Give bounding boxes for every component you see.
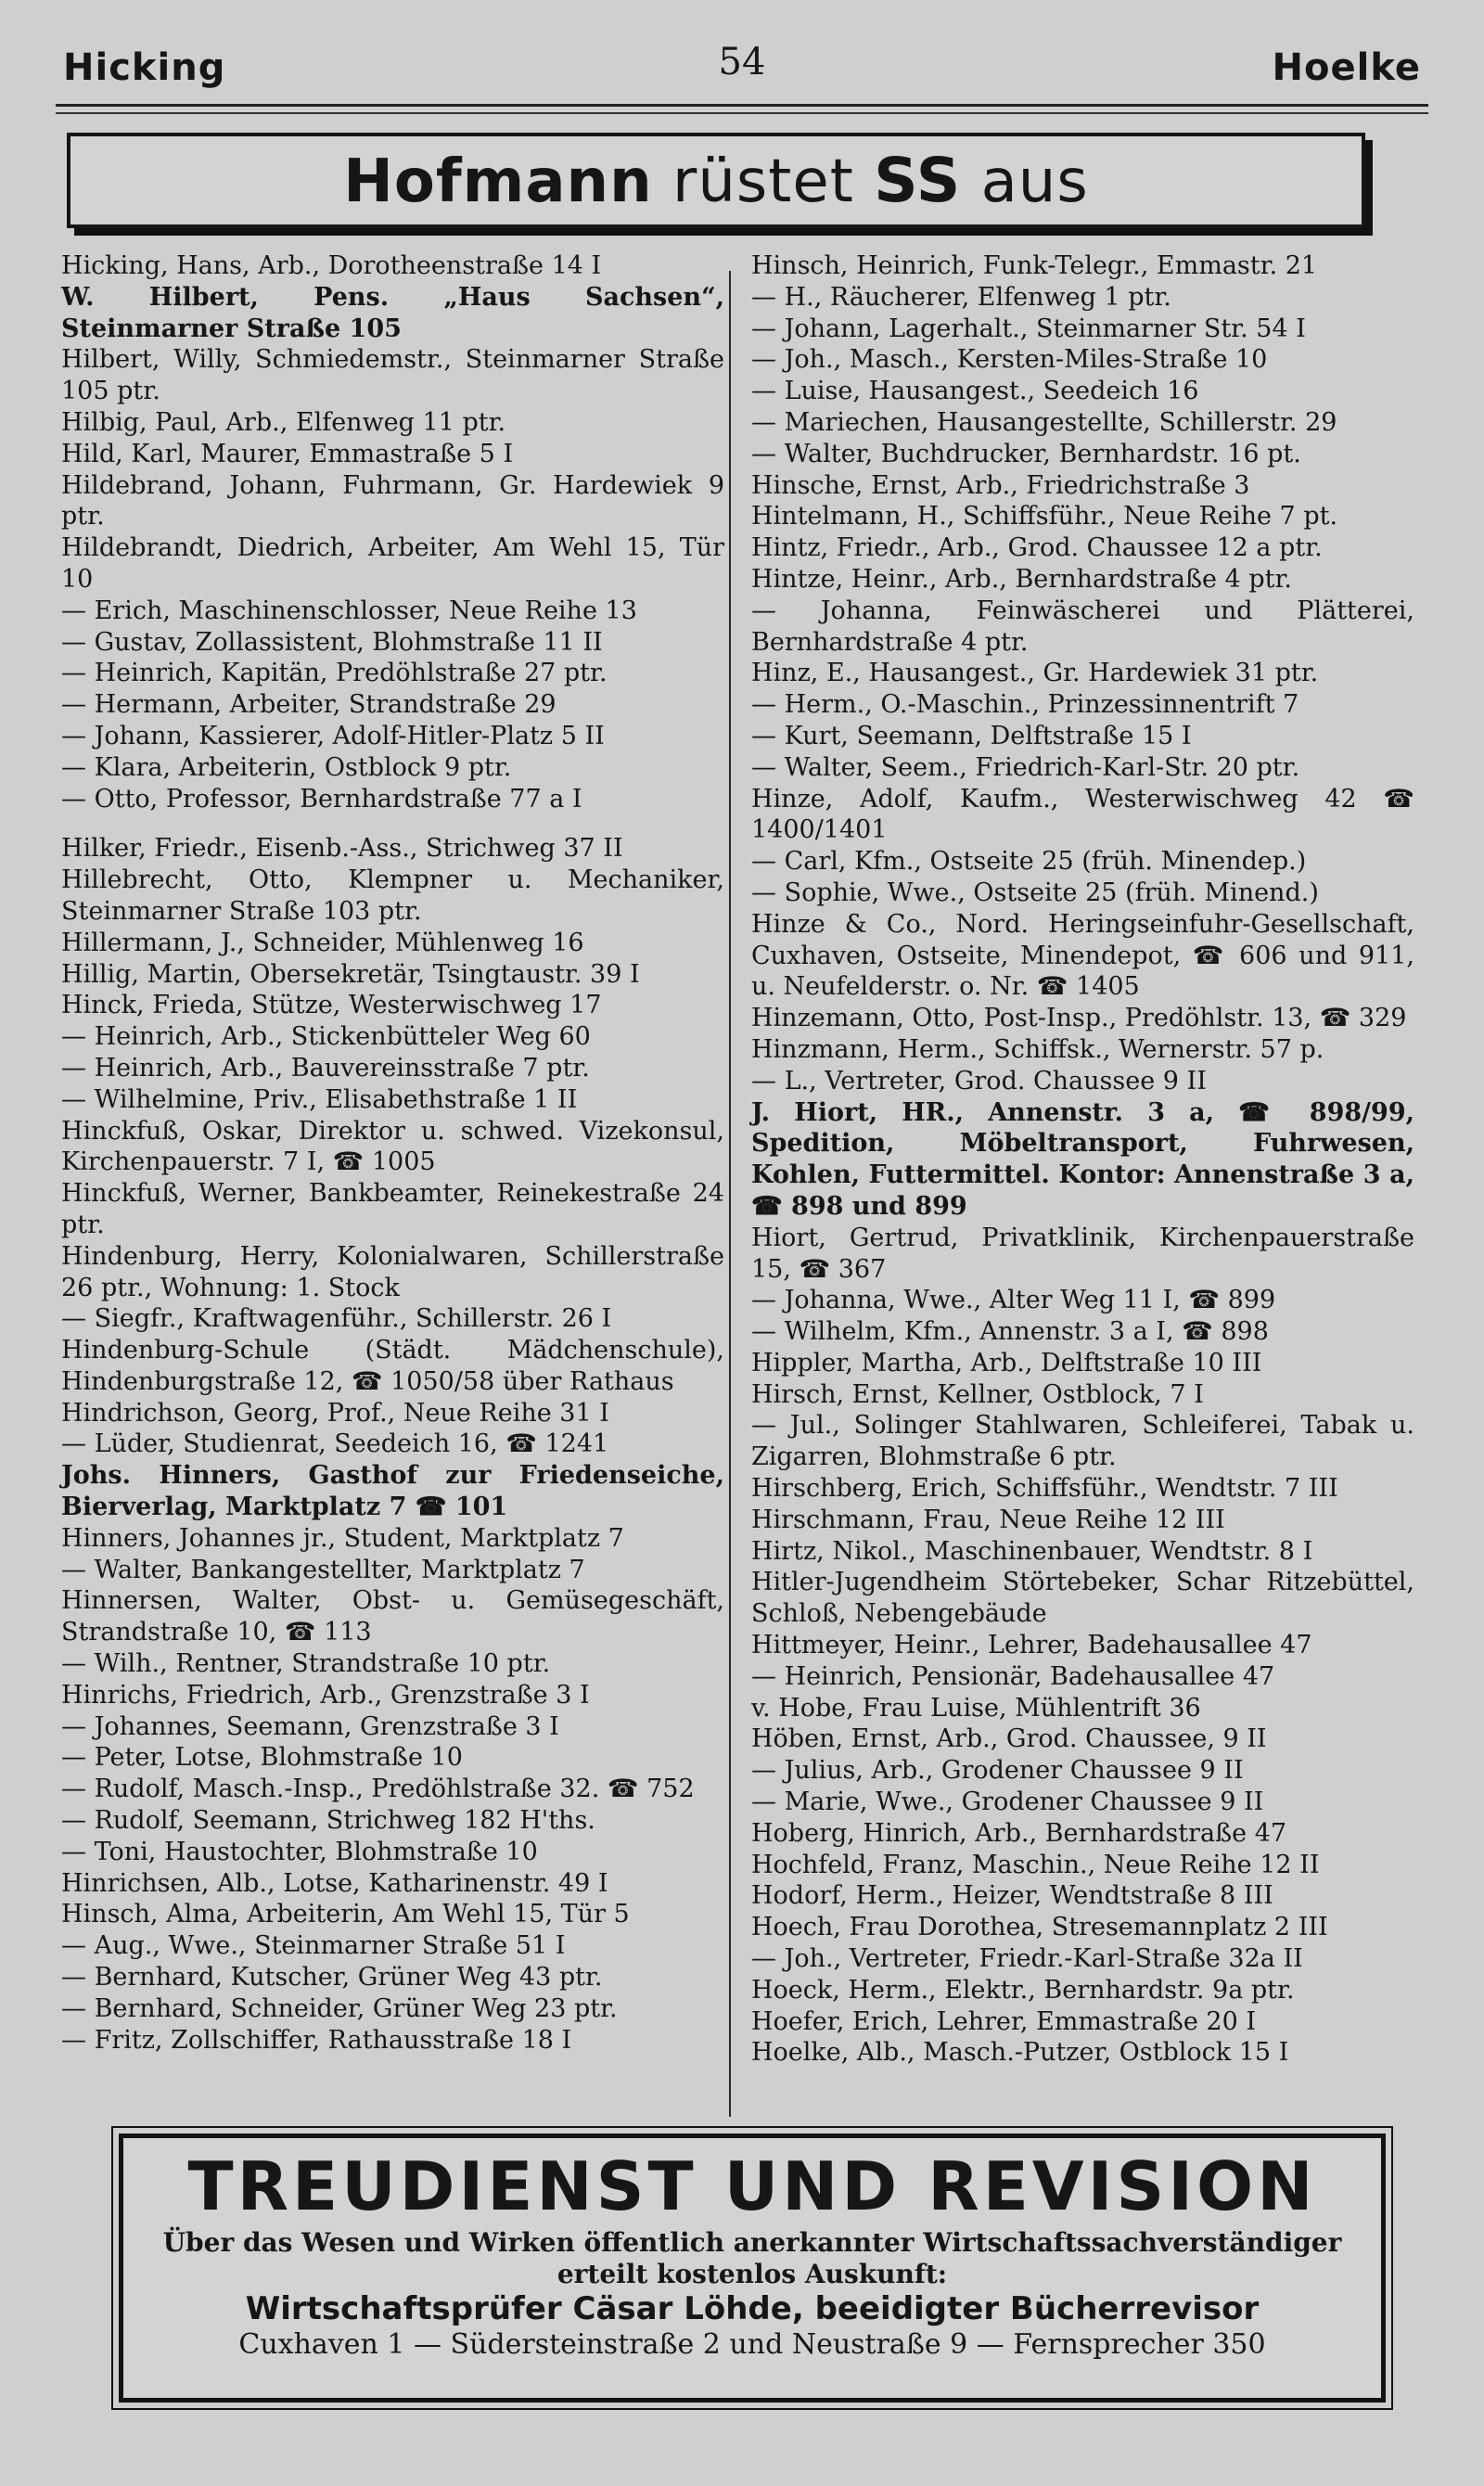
directory-entry: — Heinrich, Pensionär, Badehausallee 47 [751,1661,1275,1691]
directory-entry: — Julius, Arb., Grodener Chaussee 9 II [751,1756,1244,1786]
page-header [56,37,1428,102]
directory-entry: Hiort, Gertrud, Privatklinik, Kirchenpauerstraße 15, ☎ 367 [751,1223,1414,1284]
directory-entry: — Hermann, Arbeiter, Strandstraße 29 [61,690,556,720]
directory-entry: Hinzmann, Herm., Schiffsk., Wernerstr. 57 p. [751,1034,1324,1064]
directory-entry: Hinsch, Alma, Arbeiterin, Am Wehl 15, Tür 5 [61,1900,630,1929]
directory-entry: Hild, Karl, Maurer, Emmastraße 5 I [61,439,514,468]
bottom-ad-line1: Über das Wesen und Wirken öffentlich anerkannter Wirtschaftssachverständiger [162,2227,1342,2258]
directory-entry: — Johannes, Seemann, Grenzstraße 3 I [61,1711,559,1741]
directory-entry: Hirschberg, Erich, Schiffsführ., Wendtstr. 7 III [751,1474,1338,1504]
directory-entry: — Heinrich, Arb., Bauvereinsstraße 7 ptr. [61,1053,590,1083]
directory-entry: Hillermann, J., Schneider, Mühlenweg 16 [61,928,584,957]
directory-entry: Hinze & Co., Nord. Heringseinfuhr-Gesellschaft, Cuxhaven, Ostseite, Minendepot, ☎ 606 und 911, u. Neufelderstr. o. Nr. ☎ 1405 [751,909,1414,1002]
directory-entry: — Johanna, Wwe., Alter Weg 11 I, ☎ 899 [751,1286,1276,1315]
directory-entry: — Sophie, Wwe., Ostseite 25 (früh. Minend.) [751,878,1319,907]
directory-entry: J. Hiort, HR., Annenstr. 3 a, ☎ 898/99, Spedition, Möbeltransport, Fuhrwesen, Kohlen, Futtermittel. Kontor: Annenstraße 3 a, ☎ 898 und 899 [751,1097,1414,1221]
top-ad-em: SS [874,145,962,216]
directory-entry: — Gustav, Zollassistent, Blohmstraße 11 II [61,627,603,657]
directory-entry: Hillebrecht, Otto, Klempner u. Mechaniker, Steinmarner Straße 103 ptr. [61,865,724,926]
directory-entry: — Rudolf, Masch.-Insp., Predöhlstraße 32. ☎ 752 [61,1775,695,1804]
right-column [751,250,1414,2069]
directory-entry: Hicking, Hans, Arb., Dorotheenstraße 14 I [61,251,602,280]
bottom-ad-headline: TREUDIENST UND REVISION [187,2147,1317,2225]
directory-entry: Hindrichson, Georg, Prof., Neue Reihe 31 I [61,1398,609,1428]
top-ad-brand: Hofmann [343,147,653,216]
directory-entry: Hochfeld, Franz, Maschin., Neue Reihe 12 II [751,1850,1320,1879]
directory-entry: — Carl, Kfm., Ostseite 25 (früh. Minendep.) [751,847,1307,877]
page-number: 54 [718,41,766,83]
bottom-advertisement [119,2134,1386,2403]
directory-entry: Hittmeyer, Heinr., Lehrer, Badehausallee 47 [751,1631,1312,1660]
directory-entry: Hodorf, Herm., Heizer, Wendtstraße 8 III [751,1881,1273,1911]
directory-entry: — Bernhard, Kutscher, Grüner Weg 43 ptr. [61,1963,603,1993]
directory-entry: — Otto, Professor, Bernhardstraße 77 a I [61,784,582,814]
directory-entry: Hitler-Jugendheim Störtebeker, Schar Ritzebüttel, Schloß, Nebengebäude [751,1568,1414,1629]
bottom-ad-line4: Cuxhaven 1 — Südersteinstraße 2 und Neustraße 9 — Fernsprecher 350 [238,2328,1266,2361]
directory-entry: — Heinrich, Arb., Stickenbütteler Weg 60 [61,1022,591,1052]
directory-entry: — Rudolf, Seemann, Strichweg 182 H'ths. [61,1806,595,1836]
directory-entry: — L., Vertreter, Grod. Chaussee 9 II [751,1066,1207,1096]
directory-entry: Hinrichsen, Alb., Lotse, Katharinenstr. 49 I [61,1868,608,1898]
directory-entry: Hoeck, Herm., Elektr., Bernhardstr. 9a ptr. [751,1975,1295,2005]
directory-entry: Hinz, E., Hausangest., Gr. Hardewiek 31 ptr. [751,659,1319,688]
directory-entry: Hindenburg-Schule (Städt. Mädchenschule), Hindenburgstraße 12, ☎ 1050/58 über Rathaus [61,1336,724,1396]
directory-entry: Hoelke, Alb., Masch.-Putzer, Ostblock 15 I [751,2038,1289,2068]
directory-entry: Hilbig, Paul, Arb., Elfenweg 11 ptr. [61,407,506,437]
directory-entry: — Johann, Kassierer, Adolf-Hitler-Platz 5 II [61,721,605,750]
directory-entry: — Lüder, Studienrat, Seedeich 16, ☎ 1241 [61,1429,609,1459]
directory-entry: Hilker, Friedr., Eisenb.-Ass., Strichweg 37 II [61,834,623,864]
bottom-ad-line3: Wirtschaftsprüfer Cäsar Löhde, beeidigter Bücherrevisor [245,2290,1260,2327]
directory-entry: — Peter, Lotse, Blohmstraße 10 [61,1743,463,1773]
directory-entry: v. Hobe, Frau Luise, Mühlentrift 36 [751,1693,1201,1723]
directory-entry: Hintz, Friedr., Arb., Grod. Chaussee 12 a ptr. [751,533,1323,563]
directory-entry: Hinsch, Heinrich, Funk-Telegr., Emmastr. 21 [751,251,1318,280]
directory-entry: — Johanna, Feinwäscherei und Plätterei, Bernhardstraße 4 ptr. [751,596,1414,657]
directory-entry: — Siegfr., Kraftwagenführ., Schillerstr. 26 I [61,1304,612,1334]
directory-entry: Hildebrand, Johann, Fuhrmann, Gr. Hardewiek 9 ptr. [61,470,724,532]
directory-entry: Hirtz, Nikol., Maschinenbauer, Wendtstr. 8 I [751,1536,1313,1566]
directory-entry: Hippler, Martha, Arb., Delftstraße 10 III [751,1348,1262,1378]
directory-entry: W. Hilbert, Pens. „Haus Sachsen“, Steinmarner Straße 105 [61,282,724,343]
directory-entry: Hoefer, Erich, Lehrer, Emmastraße 20 I [751,2006,1256,2036]
directory-entry: Hinnersen, Walter, Obst- u. Gemüsegeschäft, Strandstraße 10, ☎ 113 [61,1586,724,1647]
directory-entry: Hilbert, Willy, Schmiedemstr., Steinmarner Straße 105 ptr. [61,345,724,406]
directory-entry: Hirschmann, Frau, Neue Reihe 12 III [751,1505,1225,1534]
directory-entry: Hinze, Adolf, Kaufm., Westerwischweg 42 ☎ 1400/1401 [751,784,1414,845]
directory-entry: — Mariechen, Hausangestellte, Schillerstr. 29 [751,407,1337,437]
directory-entry: — Luise, Hausangest., Seedeich 16 [751,377,1199,406]
top-ad-tail: aus [961,147,1089,216]
top-ad-text [343,145,1088,216]
directory-entry: — Wilh., Rentner, Strandstraße 10 ptr. [61,1649,551,1679]
directory-entry: — Jul., Solinger Stahlwaren, Schleiferei, Tabak u. Zigarren, Blohmstraße 6 ptr. [751,1411,1414,1472]
directory-entry: — Fritz, Zollschiffer, Rathausstraße 18 I [61,2025,572,2055]
directory-entry: — H., Räucherer, Elfenweg 1 ptr. [751,282,1171,312]
directory-entry: — Walter, Bankangestellter, Marktplatz 7 [61,1555,585,1584]
directory-entry: — Wilhelm, Kfm., Annenstr. 3 a I, ☎ 898 [751,1317,1269,1347]
entry-gap [61,814,724,833]
directory-entry: — Aug., Wwe., Steinmarner Straße 51 I [61,1931,566,1961]
bottom-ad-line2: erteilt kostenlos Auskunft: [556,2259,948,2289]
directory-entry: Hillig, Martin, Obersekretär, Tsingtaustr. 39 I [61,959,640,989]
left-column [61,250,724,2056]
directory-entry: Höben, Ernst, Arb., Grod. Chaussee, 9 II [751,1724,1267,1754]
directory-entry: — Heinrich, Kapitän, Predöhlstraße 27 ptr. [61,659,608,688]
directory-entry: — Johann, Lagerhalt., Steinmarner Str. 54 I [751,314,1306,343]
directory-entry: — Walter, Seem., Friedrich-Karl-Str. 20 ptr. [751,752,1300,782]
directory-entry: Hoech, Frau Dorothea, Stresemannplatz 2 III [751,1913,1328,1942]
directory-entry: — Klara, Arbeiterin, Ostblock 9 ptr. [61,752,512,782]
directory-entry: Johs. Hinners, Gasthof zur Friedenseiche, Bierverlag, Marktplatz 7 ☎ 101 [61,1461,724,1522]
directory-entry: Hinners, Johannes jr., Student, Marktplatz 7 [61,1523,624,1553]
directory-entry: — Erich, Maschinenschlosser, Neue Reihe 13 [61,596,637,625]
directory-entry: — Toni, Haustochter, Blohmstraße 10 [61,1837,538,1866]
header-rule [56,104,1428,114]
directory-entry: Hirsch, Ernst, Kellner, Ostblock, 7 I [751,1379,1204,1409]
directory-entry: Hintelmann, H., Schiffsführ., Neue Reihe 7 pt. [751,502,1338,532]
directory-entry: — Joh., Masch., Kersten-Miles-Straße 10 [751,345,1268,375]
directory-entry: Hintze, Heinr., Arb., Bernhardstraße 4 ptr. [751,564,1292,594]
top-advertisement [67,133,1365,228]
directory-entry: Hinck, Frieda, Stütze, Westerwischweg 17 [61,991,602,1020]
directory-entry: Hoberg, Hinrich, Arb., Bernhardstraße 47 [751,1818,1287,1848]
header-last-entry: Hoelke [1272,46,1421,89]
directory-entry: Hildebrandt, Diedrich, Arbeiter, Am Wehl 15, Tür 10 [61,533,724,594]
directory-entry: — Marie, Wwe., Grodener Chaussee 9 II [751,1788,1264,1817]
column-divider [729,271,731,2117]
directory-entry: — Kurt, Seemann, Delftstraße 15 I [751,721,1192,750]
directory-entry: Hindenburg, Herry, Kolonialwaren, Schillerstraße 26 ptr., Wohnung: 1. Stock [61,1241,724,1302]
directory-entry: — Walter, Buchdrucker, Bernhardstr. 16 pt. [751,439,1301,468]
header-first-entry: Hicking [63,46,226,89]
directory-entry: — Wilhelmine, Priv., Elisabethstraße 1 II [61,1084,578,1114]
directory-entry: Hinckfuß, Oskar, Direktor u. schwed. Vizekonsul, Kirchenpauerstr. 7 I, ☎ 1005 [61,1116,724,1177]
directory-entry: — Herm., O.-Maschin., Prinzessinnentrift 7 [751,690,1299,720]
directory-entry: Hinrichs, Friedrich, Arb., Grenzstraße 3 I [61,1680,590,1710]
top-ad-verb: rüstet [652,147,875,216]
directory-entry: Hinckfuß, Werner, Bankbeamter, Reinekestraße 24 ptr. [61,1179,724,1239]
directory-entry: Hinsche, Ernst, Arb., Friedrichstraße 3 [751,470,1250,500]
directory-entry: Hinzemann, Otto, Post-Insp., Predöhlstr. 13, ☎ 329 [751,1004,1407,1033]
directory-entry: — Bernhard, Schneider, Grüner Weg 23 ptr. [61,1993,618,2023]
directory-entry: — Joh., Vertreter, Friedr.-Karl-Straße 32a II [751,1944,1303,1974]
